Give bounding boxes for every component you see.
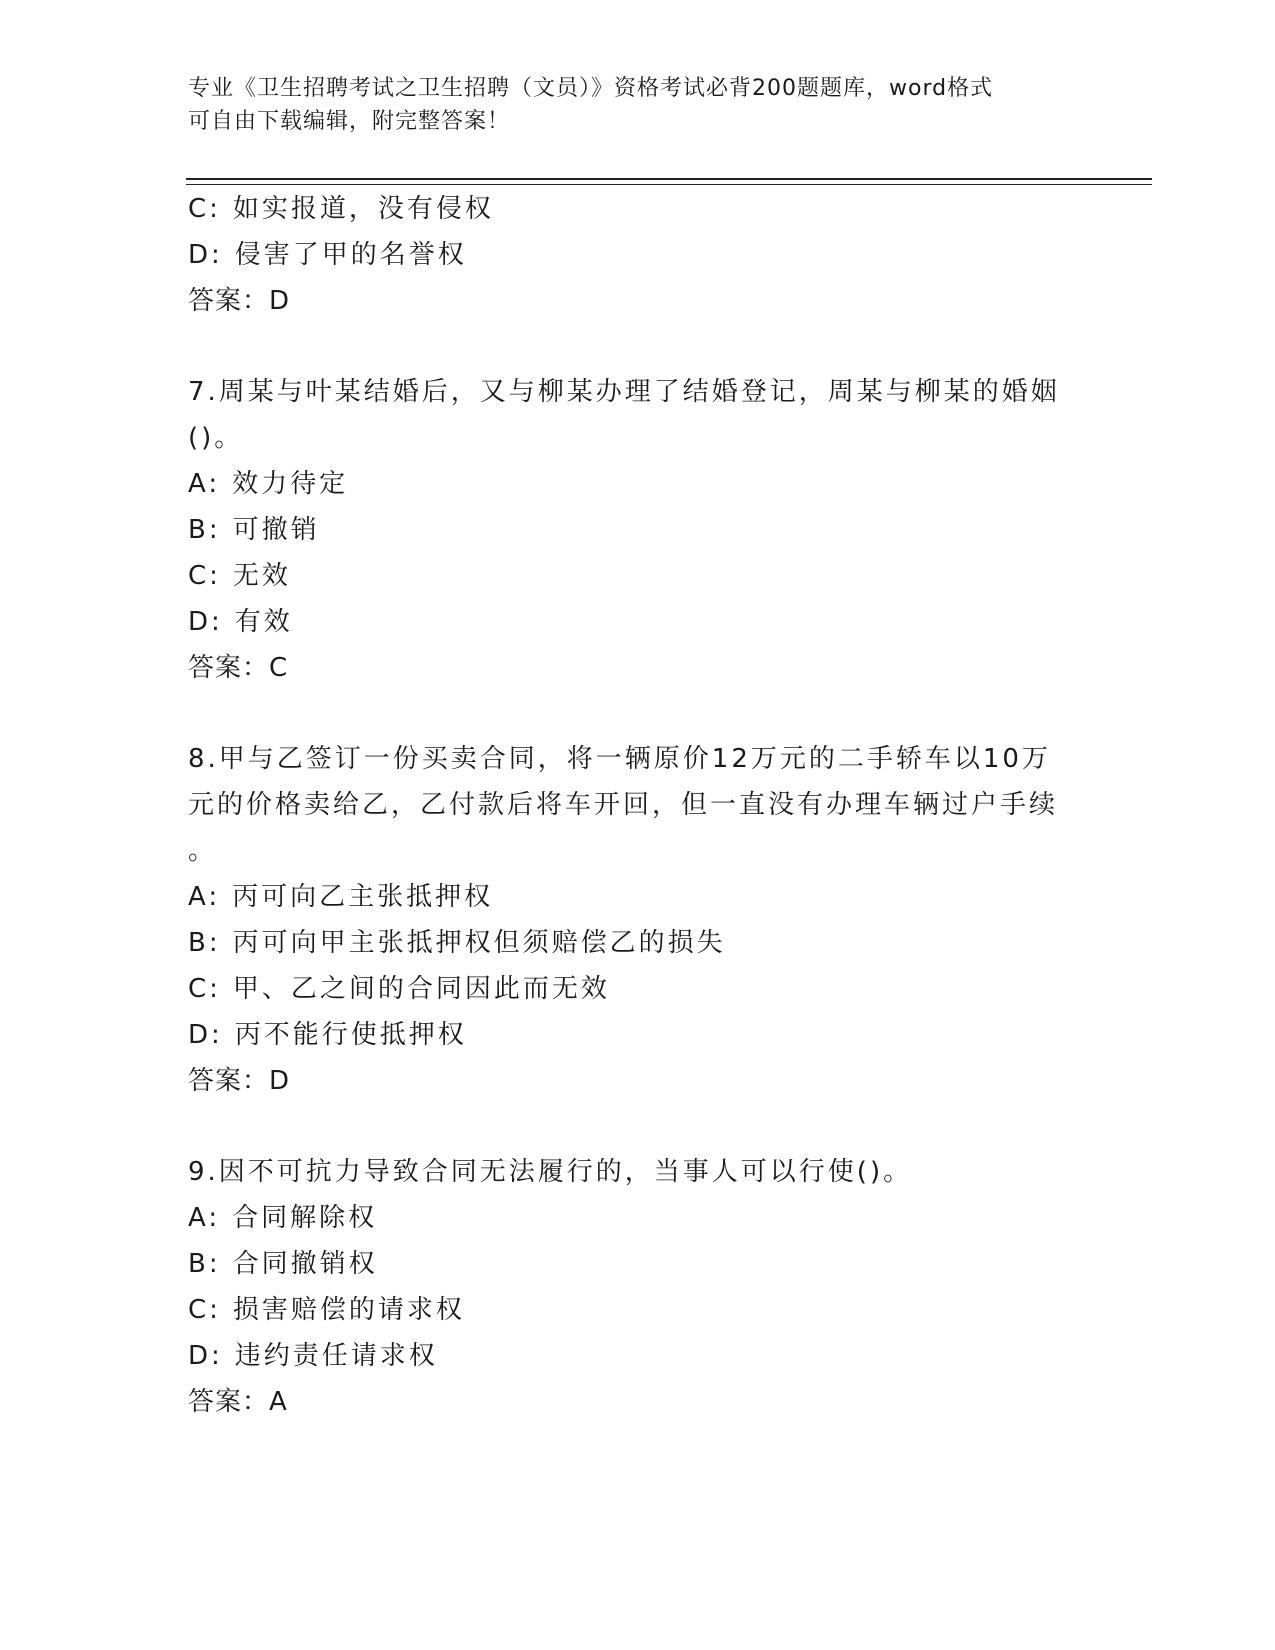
option-d <box>188 599 1088 645</box>
option-text: 合同撤销权 <box>232 1249 378 1279</box>
document-header <box>188 72 1088 138</box>
document-body <box>188 186 1088 1425</box>
header-divider-thin <box>186 184 1152 185</box>
option-text: 丙不能行使抵押权 <box>234 1020 467 1050</box>
spacer <box>188 1104 1088 1149</box>
answer-line: 答案：D <box>188 286 291 316</box>
question-stem-line-1: 9.因不可抗力导致合同无法履行的，当事人可以行使()。 <box>188 1157 913 1187</box>
option-text: 效力待定 <box>232 469 349 499</box>
option-b <box>188 920 1088 966</box>
option-letter: C: <box>188 974 221 1004</box>
option-text: 丙可向甲主张抵押权但须赔偿乙的损失 <box>232 928 726 958</box>
spacer <box>188 691 1088 736</box>
question-stem-line-3: 。 <box>188 836 218 866</box>
option-text: 可撤销 <box>232 515 320 545</box>
option-d <box>188 1333 1088 1379</box>
option-c <box>188 553 1088 599</box>
option-letter: A: <box>188 882 221 912</box>
option-text: 如实报道，没有侵权 <box>232 194 494 224</box>
option-text: 无效 <box>232 561 291 591</box>
option-letter: D: <box>188 240 223 270</box>
option-letter: A: <box>188 1203 221 1233</box>
answer-line: 答案：D <box>188 1066 291 1096</box>
option-d <box>188 232 1088 278</box>
question-7 <box>188 369 1088 691</box>
option-letter: D: <box>188 1020 223 1050</box>
question-6-continuation <box>188 186 1088 324</box>
option-text: 甲、乙之间的合同因此而无效 <box>232 974 610 1004</box>
answer-line: 答案：C <box>188 653 289 683</box>
option-letter: C: <box>188 1295 221 1325</box>
option-letter: D: <box>188 1341 223 1371</box>
spacer <box>188 324 1088 369</box>
question-stem-line-1: 8.甲与乙签订一份买卖合同，将一辆原价12万元的二手轿车以10万 <box>188 744 1051 774</box>
option-c <box>188 186 1088 232</box>
option-b <box>188 1241 1088 1287</box>
option-text: 丙可向乙主张抵押权 <box>232 882 494 912</box>
option-a <box>188 874 1088 920</box>
option-b <box>188 507 1088 553</box>
option-c <box>188 966 1088 1012</box>
option-a <box>188 1195 1088 1241</box>
option-text: 违约责任请求权 <box>234 1341 438 1371</box>
header-divider-thick <box>186 178 1152 180</box>
option-text: 侵害了甲的名誉权 <box>234 240 467 270</box>
option-text: 合同解除权 <box>232 1203 378 1233</box>
option-a <box>188 461 1088 507</box>
option-letter: B: <box>188 515 221 545</box>
header-line-2: 可自由下载编辑，附完整答案！ <box>188 109 511 134</box>
header-line-1: 专业《卫生招聘考试之卫生招聘（文员）》资格考试必背200题题库，word格式 <box>188 76 994 101</box>
option-letter: B: <box>188 1249 221 1279</box>
option-text: 损害赔偿的请求权 <box>232 1295 465 1325</box>
question-9 <box>188 1149 1088 1425</box>
option-letter: D: <box>188 607 223 637</box>
option-letter: C: <box>188 194 221 224</box>
option-letter: A: <box>188 469 221 499</box>
option-text: 有效 <box>234 607 293 637</box>
question-stem-line-2: 元的价格卖给乙，乙付款后将车开回，但一直没有办理车辆过户手续 <box>188 790 1059 820</box>
option-c <box>188 1287 1088 1333</box>
question-stem-line-1: 7.周某与叶某结婚后，又与柳某办理了结婚登记，周某与柳某的婚姻 <box>188 377 1060 407</box>
answer-line: 答案：A <box>188 1387 288 1417</box>
question-stem-line-2: ()。 <box>188 423 244 453</box>
option-letter: B: <box>188 928 221 958</box>
option-letter: C: <box>188 561 221 591</box>
option-d <box>188 1012 1088 1058</box>
question-8 <box>188 736 1088 1104</box>
